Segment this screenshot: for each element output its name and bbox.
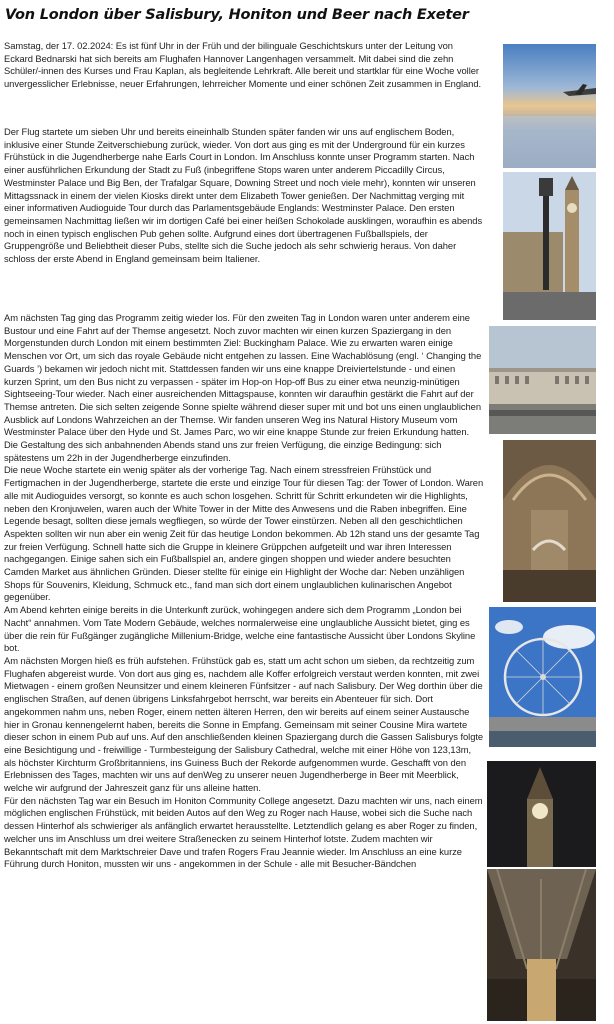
paragraph: Am nächsten Tag ging das Programm zeitig wieder los. Für den zweiten Tag in London waren unter anderem eine Bustour und eine Fahrt auf der Themse angesetzt. Noch zuvor machten wir einen kurzen Spaziergang in den Morgenstunden durch London mit einem bestimmten Ziel: Buckingham Palace. Wie zu erwarten waren einige Menschen vor Ort, um sich das royale Gebäude nicht entgehen zu lassen. Eine Wachablösung (engl. ‘ Changing the Guards ’) bekamen wir jedoch nicht mit. Stattdessen fanden wir uns eine knappe Dreiviertelstunde - und einen kurzen Sprint, um den Bus nicht zu verpassen - später im Hop-on Hop-off Bus zu einer etwa neunzig-minütigen Sightseeing-Tour wieder. Nach einer ausreichenden Mittagspause, konnten wir daraufhin gestärkt die Fahrt auf der Themse antreten. Die sich selten zeigende Sonne spielte während dieser super mit und bot uns einen unglaublichen Ausblick auf Londons Wahrzeichen an der Themse. Wir fanden unseren Weg ins Natural History Museum vom Westminster Palace über den Hyde und St. James Parc, wo wir eine knappe Stunde zur freien Erkundung hatten. Die Gestaltung des sich anbahnenden Abends stand uns zur freien Verfügung, die einzige Bedingung: sich spätestens um 22h in der Jugendherberge einzufinden. bbox=[4, 312, 482, 463]
article-body bbox=[4, 126, 484, 266]
article-body-continued bbox=[4, 312, 484, 871]
big-ben-lamp-photo bbox=[503, 172, 596, 320]
buckingham-palace-photo bbox=[489, 326, 596, 434]
london-eye-photo bbox=[489, 607, 596, 747]
cathedral-nave-photo bbox=[487, 869, 596, 1021]
big-ben-night-photo bbox=[487, 761, 596, 867]
article-intro bbox=[4, 40, 484, 91]
paragraph: Am nächsten Morgen hieß es früh aufstehen. Frühstück gab es, statt um acht schon um sieben, da rechtzeitig zum Flughafen abgereist wurde. Von dort aus ging es, nachdem alle Koffer erfolgreich verstaut werden konnten, mit zwei Mietwagen - einem großen Neunsitzer und einem kleineren Fünfsitzer - auf nach Salisbury. Der Weg dorthin über die englischen Straßen, auf denen übrigens Linksfahrgebot herrscht, war bereits ein Abenteuer für sich. Dort angekommen nahm uns, neben Roger, einem netten älteren Herren, den wir bereits auf einem seiner Austausche hier in Gronau kennengelernt haben, bereits die Sonne in Empfang. Gemeinsam mit seiner Cousine Mira wartete dieser schon in einem Pub auf uns. Auf den anschließenden kleinen Spaziergang durch die Gassen Salisburys folgte eine Besichtigung und - freiwillige - Turmbesteigung der Salisbury Cathedral, welche mit einer Höhe von 123,13m, als höchster Kirchturm Großbritanniens, ins Guiness Buch der Rekorde aufgenommen wurde. Geschafft von den Erlebnissen des Tages, machten wir uns auf denWeg zu unserer neuen Jugendherberge in Beer mit Meerblick, welche wir aufgrund der Jahreszeit ganz für uns alleine hatten. bbox=[4, 654, 484, 794]
page-title: Von London über Salisbury, Honiton und Beer nach Exeter bbox=[5, 7, 469, 23]
paragraph: Für den nächsten Tag war ein Besuch im Honiton Community College angesetzt. Dazu machten wir uns, nach einem möglichen englischen Frühstück, mit beiden Autos auf den Weg zu Roger nach Hause, wobei sich die Suche nach dessen Hinterhof als schwieriger als anfänglich erwartet herausstellte. Letztendlich gelang es aber Roger zu finden, welcher uns im Anschluss um drei weitere Straßenecken zu seinem Hinterhof lotste. Zudem machten wir Bekanntschaft mit dem Marktschreier Dave und trafen Rogers Frau Jeannie wieder. Im Anschluss an eine kurze Führung durch Honiton, mussten wir uns - angekommen in der Schule - alle mit Besucher-Bändchen bbox=[4, 794, 483, 870]
paragraph: Samstag, der 17. 02.2024: Es ist fünf Uhr in der Früh und der bilinguale Geschichtskurs unter der Leitung von Eckard Bednarski hat sich bereits am Flughafen Hannover Langenhagen versammelt. Mit dabei sind die zehn Schüler/-innen des Kurses und Frau Kaplan, als begleitende Lehrkraft. Alle bereit und startklar für eine Woche voller unvergesslicher Erlebnisse, neuer Erfahrungen, lehrreicher Momente und einer schönen Zeit zusammen in England. bbox=[4, 40, 482, 90]
paragraph: Die neue Woche startete ein wenig später als der vorherige Tag. Nach einem stressfreien Frühstück und Fertigmachen in der Jugendherberge, startete die erste und einzige Tour für diesen Tag: der Tower of London. Waren alle mit Audioguides versorgt, so konnte es auch schon losgehen. Schritt für Schritt erkundeten wir die Highlights, neben den Kronjuwelen, waren auch der White Tower in der Mitte des Anwesens und die Raben inbegriffen. Eine Legende besagt, sollten diese jemals wegfliegen, so würde der Tower einstürzen. Neben all den geschichtlichen Aspekten sollten wir nun aber ein wenig Zeit für das heutige London bekommen. Ab 12h stand uns der gesamte Tag zur freien Verfügung. Schnell hatte sich die Gruppe in kleinere Grüppchen aufgeteilt und war ihren Interessen nachgegangen. Einige sahen sich ein Fußballspiel an, andere gingen shoppen und wieder andere besuchten Camden Market aus ähnlichen Gründen. Dieser stellte für einige ein Highlight der Woche dar: Neben unzähligen Shops für Souvenirs, Kleidung, Schmuck etc., fand man sich dort einem unglaublichen kulinarischen Angebot gegenüber. bbox=[4, 464, 484, 603]
paragraph: Am Abend kehrten einige bereits in die Unterkunft zurück, wohingegen andere sich dem Programm „London bei Nacht“ annahmen. Vom Tate Modern Gebäude, welches normalerweise eine unglaubliche Aussicht bietet, ging es über die rein für Fußgänger zugängliche Millenium-Bridge, welche eine fantastische Aussicht über Londons Skyline bot. bbox=[4, 604, 476, 654]
paragraph: Der Flug startete um sieben Uhr und bereits eineinhalb Stunden später fanden wir uns auf englischem Boden, inklusive einer Stunde Zeitverschiebung zurück, wieder. Von dort aus ging es mit der Underground für ein kurzes Frühstück in die Jugendherberge nahe Earls Court in London. Im Anschluss konnte unser Programm starten. Nach einer ausführlichen Erkundung der Stadt zu Fuß (inbegriffene Stops waren unter anderem Piccadilly Circus, Westminster Palace und Big Ben, der Trafalgar Square, Downing Street und noch viele mehr), konnten wir unseren Mittagssnack in einem der vielen Kiosks direkt unter dem Elizabeth Tower genießen. Der Nachmittag verging mit einer informativen Audioguide Tour durch das Parlamentsgebäude Englands: Westminster Palace. Den ersten gemeinsamen Nachmittag ließen wir im dortigen Café bei einer heißen Schokolade ausklingen, woraufhin es abends noch in einen typisch englischen Pub gehen sollte. Aufgrund eines dort übertragenen Fußballspiels, der Gruppengröße und Beliebtheit dieser Pubs, stellte sich die Suche jedoch als sehr schwierig heraus. Von daher schloss der erste Abend in England gemeinsam beim Italiener. bbox=[4, 126, 483, 265]
airplane-window-photo bbox=[503, 44, 596, 168]
natural-history-museum-photo bbox=[503, 440, 596, 602]
